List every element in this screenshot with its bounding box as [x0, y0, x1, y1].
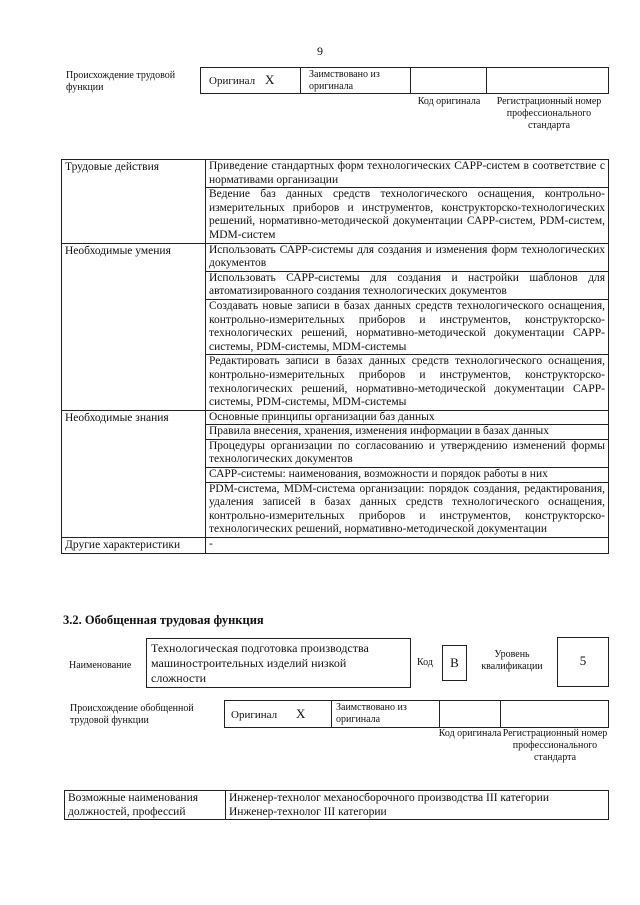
reg2-cell — [500, 700, 609, 728]
original2-cell — [224, 700, 332, 728]
borrowed-cell — [300, 67, 411, 94]
code-label: Код — [417, 657, 433, 668]
level-value-cell — [557, 637, 609, 687]
name-value: Технологическая подготовка производства машиностроительных изделий низкой сложности — [151, 641, 369, 685]
positions-table — [64, 790, 609, 820]
actions-label: Трудовые действия — [62, 160, 206, 244]
position-item: Инженер-технолог механосборочного производства III категории — [229, 792, 549, 804]
knowledge-label: Необходимые знания — [62, 410, 206, 537]
name-label: Наименование — [69, 660, 132, 671]
knowledge-item: Основные принципы организации баз данных — [206, 410, 609, 425]
skill-item: Использовать САРР-системы для создания и изменения форм технологических документов — [206, 243, 609, 271]
borrowed2-label: Заимствовано из оригинала — [336, 702, 407, 725]
other-value: - — [206, 538, 609, 554]
knowledge-item: САРР-системы: наименования, возможности и порядок работы в них — [206, 468, 609, 483]
level-label: Уровень квалификации — [481, 649, 543, 672]
knowledge-item: Процедуры организации по согласованию и утверждению изменений формы технологических документов — [206, 439, 609, 467]
other-label: Другие характеристики — [62, 538, 206, 554]
action-item: Приведение стандартных форм технологических САРР-систем в соответствие с нормативами организации — [206, 160, 609, 188]
code-caption: Код оригинала — [417, 96, 481, 107]
labor-function-table — [61, 159, 609, 554]
code2-caption: Код оригинала — [438, 728, 502, 739]
name-value-cell — [146, 638, 411, 688]
borrowed2-cell — [331, 700, 440, 728]
code-cell — [410, 67, 487, 94]
section-heading: 3.2. Обобщенная трудовая функция — [63, 613, 264, 627]
reg-caption: Регистрационный номер профессионального стандарта — [496, 96, 602, 131]
original-cell — [200, 67, 301, 94]
code-value: В — [450, 655, 459, 670]
code-value-cell — [442, 645, 467, 681]
original2-mark: X — [296, 706, 306, 721]
position-item: Инженер-технолог III категории — [229, 806, 387, 818]
original-label: Оригинал — [209, 75, 256, 87]
skill-item: Редактировать записи в базах данных средств технологического оснащения, контрольно-измерительных приборов и инструментов, конструкторско-технологических решений, нормативно-методической документации САРР-системы, PDM-системы, MDM-системы — [206, 355, 609, 410]
knowledge-item: PDM-система, MDM-система организации: порядок создания, редактирования, удаления записей в базах данных средств технологического оснащения, контрольно-измерительных приборов и инструментов, конструкторско-технологических решений, нормативно-методической документации — [206, 482, 609, 537]
reg2-caption: Регистрационный номер профессионального стандарта — [502, 728, 608, 763]
positions-values — [226, 791, 609, 820]
skill-item: Создавать новые записи в базах данных средств технологического оснащения, контрольно-измерительных приборов и инструментов, конструкторско-технологических решений, нормативно-методической документации САРР-системы, PDM-системы, MDM-системы — [206, 299, 609, 354]
reg-cell — [486, 67, 609, 94]
action-item: Ведение баз данных средств технологического оснащения, контрольно-измерительных приборов и инструментов, конструкторско-технологических решений, нормативно-методической документации САРР-систем, PDM-систем, MDM-систем — [206, 188, 609, 243]
origin2-label: Происхождение обобщенной трудовой функции — [70, 703, 194, 726]
positions-label: Возможные наименования должностей, профессий — [65, 791, 226, 820]
skills-label: Необходимые умения — [62, 243, 206, 410]
page-number: 9 — [317, 44, 323, 58]
original2-label: Оригинал — [231, 709, 278, 721]
skill-item: Использовать САРР-системы для создания и настройки шаблонов для автоматизированного создания технологических документов — [206, 271, 609, 299]
knowledge-item: Правила внесения, хранения, изменения информации в базах данных — [206, 425, 609, 440]
borrowed-label: Заимствовано из оригинала — [309, 69, 380, 92]
level-value: 5 — [579, 653, 587, 668]
original-mark: X — [265, 72, 275, 87]
origin-label: Происхождение трудовой функции — [66, 70, 176, 93]
code2-cell — [439, 700, 501, 728]
